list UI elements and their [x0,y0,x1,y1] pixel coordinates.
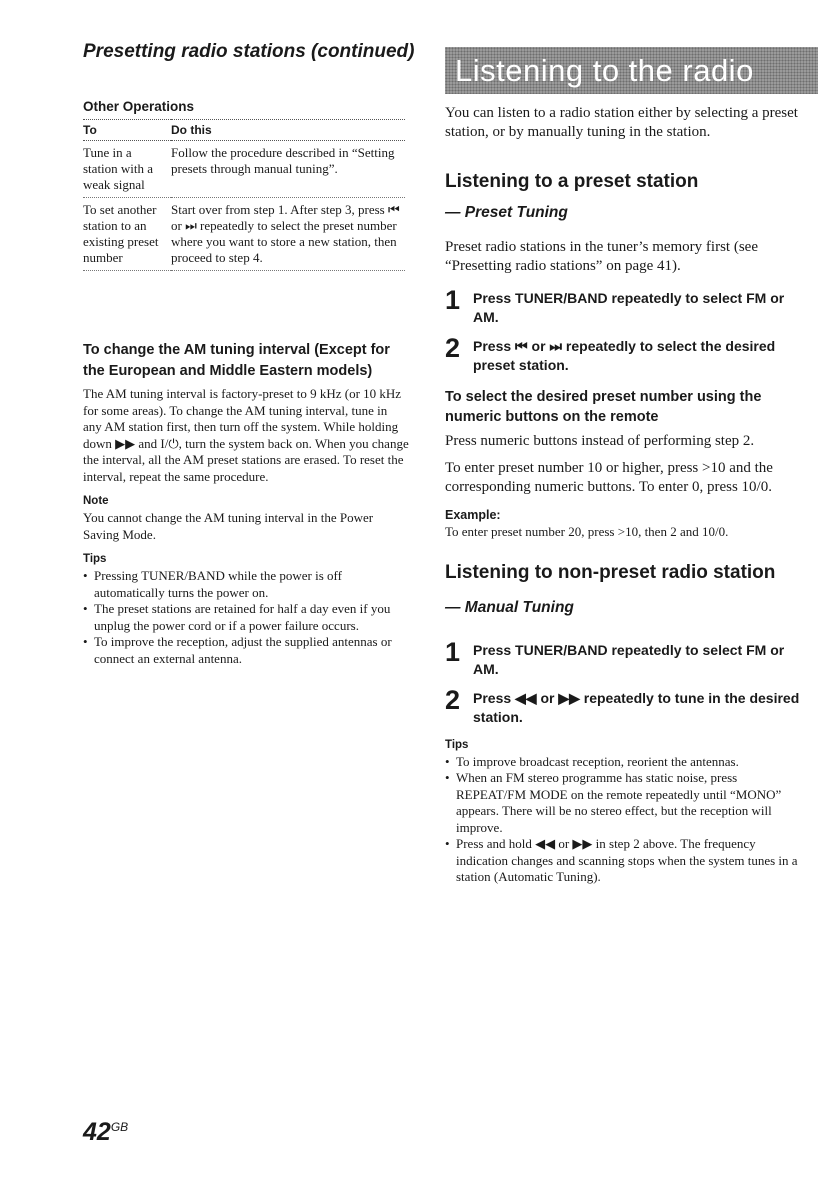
tips-label: Tips [83,553,107,565]
other-operations-table [83,119,405,271]
example-text: To enter preset number 20, press >10, then 2 and 10/0. [445,524,729,539]
step-number: 1 [445,636,461,667]
section-banner [445,47,818,94]
table-row [83,141,405,198]
tips-list [83,568,409,667]
table-cell-do: Start over from step 1. After step 3, press ⏮ or ⏭ repeatedly to select the preset number where you want to store a new station, then proceed to step 4. [171,198,405,271]
manual-tips-label: Tips [445,738,469,751]
preset-tuning-subhead: — Preset Tuning [445,204,568,221]
am-interval-section [83,340,409,667]
non-preset-heading: Listening to non-preset radio station [445,561,776,583]
list-item: • When an FM stereo programme has static noise, press REPEAT/FM MODE on the remote repeatedly until “MONO” appears. There will be no stereo effect, but the reception will improve. [445,770,800,836]
section-banner-title: Listening to the radio [455,53,754,88]
note-label: Note [83,495,109,507]
column-header-to: To [83,120,171,141]
am-interval-heading: To change the AM tuning interval (Except for the European and Middle Eastern models) [83,342,390,379]
table-cell-do: Follow the procedure described in “Setting presets through manual tuning”. [171,141,405,198]
preset-step-1 [445,287,800,327]
step-number: 1 [445,285,461,315]
table-row [83,198,405,271]
radio-listening-section [445,104,800,886]
step-text: Press TUNER/BAND repeatedly to select FM or AM. [473,290,785,325]
step-text: Press ⏮ or ⏭ repeatedly to select the desired preset station. [473,338,776,373]
other-operations-heading: Other Operations [83,99,195,114]
preset-body: Preset radio stations in the tuner’s memory first (see “Presetting radio stations” on page 41). [445,239,758,274]
manual-tuning-subhead: — Manual Tuning [445,598,574,616]
list-item: • To improve the reception, adjust the supplied antennas or connect an external antenna. [83,634,409,667]
list-item: • Press and hold ◀◀ or ▶▶ in step 2 above. The frequency indication changes and scanning stops when the system tunes in a station (Automatic Tuning). [445,836,800,886]
page-header-title: Presetting radio stations (continued) [83,41,415,62]
am-interval-body: The AM tuning interval is factory-preset to 9 kHz (or 10 kHz for some areas). To change the AM tuning interval, tune in any AM station first, then turn off the system. While holding down ▶▶ and I/⏻, turn the system back on. When you change the interval, all the AM preset stations are erased. To reset the interval, repeat the same procedure. [83,386,409,484]
table-header-row [83,120,405,141]
list-item: • To improve broadcast reception, reorient the antennas. [445,754,800,771]
page-number [83,1118,128,1147]
manual-step-1 [445,636,800,679]
step-text: Press TUNER/BAND repeatedly to select FM or AM. [473,641,785,677]
list-item: • Pressing TUNER/BAND while the power is off automatically turns the power on. [83,568,409,601]
example-label: Example: [445,508,501,522]
step-text: Press ◀◀ or ▶▶ repeatedly to tune in the desired station. [473,689,800,725]
step-number: 2 [445,684,461,715]
table-cell-to: To set another station to an existing preset number [83,198,171,271]
preset-step-2 [445,335,800,375]
manual-step-2 [445,684,800,727]
numeric-buttons-text-2: To enter preset number 10 or higher, press >10 and the corresponding numeric buttons. To enter 0, press 10/0. [445,460,773,495]
intro-text: You can listen to a radio station either by selecting a preset station, or by manually tuning in the station. [445,105,798,140]
manual-tips-list [445,754,800,886]
page-number-value: 42 [83,1118,111,1146]
other-operations-section [83,99,413,271]
numeric-buttons-heading: To select the desired preset number using the numeric buttons on the remote [445,389,762,425]
table-cell-to: Tune in a station with a weak signal [83,141,171,198]
list-item: • The preset stations are retained for half a day even if you unplug the power cord or if a power failure occurs. [83,601,409,634]
page-number-suffix: GB [110,1120,129,1134]
step-number: 2 [445,333,461,363]
preset-station-heading: Listening to a preset station [445,171,699,192]
note-text: You cannot change the AM tuning interval in the Power Saving Mode. [83,510,374,542]
column-header-do-this: Do this [171,120,405,141]
numeric-buttons-text-1: Press numeric buttons instead of performing step 2. [445,433,755,449]
